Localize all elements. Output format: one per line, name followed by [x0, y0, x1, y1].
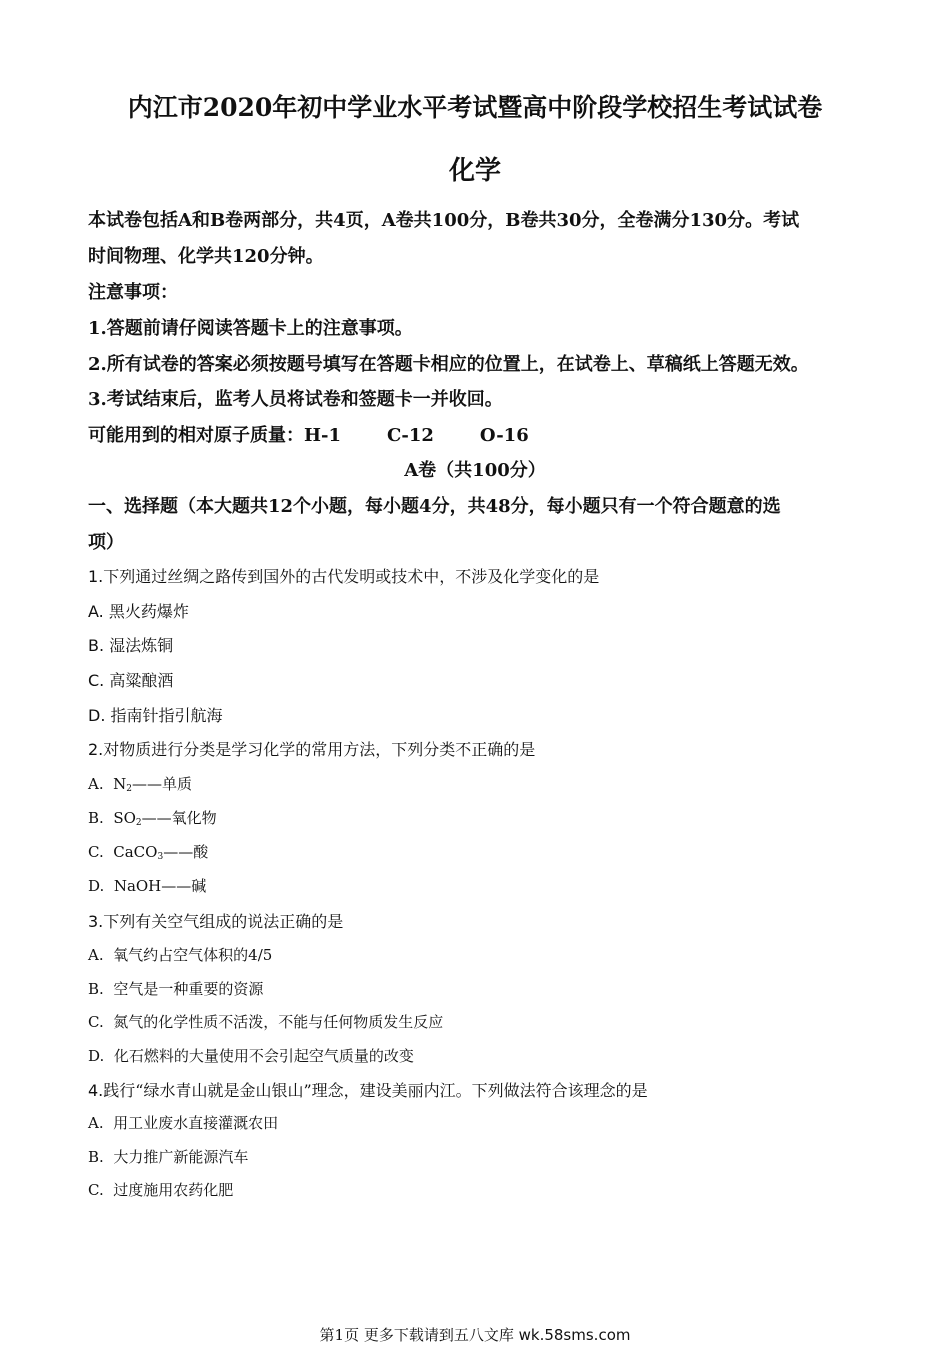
page-prefix: 第 — [319, 1326, 335, 1344]
part1-heading-line-2: 项） — [88, 532, 124, 553]
question-text: 对物质进行分类是学习化学的常用方法，下列分类不正确的是 — [103, 740, 536, 759]
part1-heading-line-1: 一、选择题（本大题共12个小题，每小题4分，共48分，每小题只有一个符合题意的选 — [88, 496, 781, 517]
question-2-stem — [88, 737, 535, 760]
option-text: 过度施用农药化肥 — [113, 1181, 234, 1199]
question-text: 践行“绿水青山就是金山银山”理念，建设美丽内江。下列做法符合该理念的是 — [103, 1081, 648, 1100]
question-4-stem — [88, 1078, 648, 1101]
q1-option-d — [88, 703, 223, 726]
atomic-mass-c: C-12 — [387, 425, 434, 446]
option-letter: A. — [88, 602, 104, 621]
option-text: 指南针指引航海 — [110, 706, 223, 725]
option-text: 用工业废水直接灌溉农田 — [113, 1114, 279, 1132]
q1-option-a — [88, 599, 189, 622]
option-text: ——碱 — [161, 877, 207, 895]
option-letter: A. — [88, 775, 104, 793]
formula-subscript: 2 — [135, 818, 142, 828]
question-3-stem — [88, 909, 343, 932]
atomic-mass-label: 可能用到的相对原子质量： — [88, 425, 304, 446]
option-letter: C. — [88, 671, 105, 690]
option-letter: C. — [88, 843, 104, 861]
q4-option-c — [88, 1179, 233, 1200]
intro-line-1: 本试卷包括A和B卷两部分，共4页，A卷共100分，B卷共30分，全卷满分130分。考试 — [88, 210, 800, 231]
question-text: 下列通过丝绸之路传到国外的古代发明或技术中，不涉及化学变化的是 — [103, 567, 600, 586]
option-letter: B. — [88, 809, 104, 827]
formula-subscript: 2 — [126, 784, 133, 794]
q2-option-c — [88, 841, 208, 862]
option-letter: D. — [88, 1047, 105, 1065]
option-letter: A. — [88, 1114, 104, 1132]
section-a-heading: A卷（共100分） — [404, 460, 546, 481]
q3-option-b — [88, 978, 263, 999]
q4-option-a — [88, 1112, 278, 1133]
option-text: ——单质 — [132, 775, 193, 793]
option-letter: B. — [88, 1148, 104, 1166]
option-text: 空气是一种重要的资源 — [113, 980, 264, 998]
option-letter: D. — [88, 706, 106, 725]
atomic-mass-h: H-1 — [304, 425, 342, 446]
q1-option-c — [88, 668, 173, 691]
option-text: 黑火药爆炸 — [108, 602, 189, 621]
q4-option-b — [88, 1146, 248, 1167]
option-letter: C. — [88, 1013, 104, 1031]
q2-option-a — [88, 773, 192, 794]
q2-option-b — [88, 807, 217, 828]
notice-item-1: 1.答题前请仔阅读答题卡上的注意事项。 — [88, 318, 413, 339]
page-footer — [0, 1324, 950, 1345]
footer-site-link[interactable]: wk.58sms.com — [518, 1326, 631, 1344]
option-text: 高粱酿酒 — [109, 671, 174, 690]
question-number: 4. — [88, 1081, 104, 1100]
q3-option-c — [88, 1011, 443, 1032]
option-text: 湿法炼铜 — [109, 636, 174, 655]
option-text: ——氧化物 — [141, 809, 217, 827]
option-letter: B. — [88, 980, 104, 998]
chem-formula: N — [113, 775, 127, 793]
footer-text: 页 更多下载请到五八文库 — [344, 1326, 514, 1344]
question-text: 下列有关空气组成的说法正确的是 — [103, 912, 344, 931]
q3-option-d — [88, 1045, 414, 1066]
option-letter: A. — [88, 946, 104, 964]
notice-item-3: 3.考试结束后，监考人员将试卷和签题卡一并收回。 — [88, 389, 503, 410]
q3-option-a — [88, 944, 272, 965]
option-letter: B. — [88, 636, 105, 655]
chem-formula: SO — [113, 809, 136, 827]
question-number: 1. — [88, 567, 104, 586]
page-number: 1 — [334, 1326, 345, 1344]
notice-heading: 注意事项： — [88, 282, 178, 303]
option-text: 氮气的化学性质不活泼，不能与任何物质发生反应 — [113, 1013, 444, 1031]
intro-line-2: 时间物理、化学共120分钟。 — [88, 246, 324, 267]
option-text: 化石燃料的大量使用不会引起空气质量的改变 — [113, 1047, 414, 1065]
chem-formula: NaOH — [113, 877, 162, 895]
option-letter: C. — [88, 1181, 104, 1199]
option-text: ——酸 — [163, 843, 209, 861]
notice-item-2: 2.所有试卷的答案必须按题号填写在答题卡相应的位置上，在试卷上、草稿纸上答题无效。 — [88, 354, 809, 375]
option-text: 氧气约占空气体积的4/5 — [113, 946, 273, 964]
exam-title: 内江市2020年初中学业水平考试暨高中阶段学校招生考试试卷 — [127, 93, 823, 122]
q1-option-b — [88, 633, 173, 656]
option-letter: D. — [88, 877, 105, 895]
question-1-stem — [88, 564, 599, 587]
atomic-mass-line — [88, 421, 529, 447]
option-text: 大力推广新能源汽车 — [113, 1148, 249, 1166]
chem-formula: CaCO — [113, 843, 158, 861]
q2-option-d — [88, 875, 206, 896]
subject-title: 化学 — [448, 156, 501, 186]
question-number: 3. — [88, 912, 104, 931]
question-number: 2. — [88, 740, 104, 759]
atomic-mass-o: O-16 — [479, 425, 529, 446]
formula-subscript: 3 — [157, 852, 164, 862]
